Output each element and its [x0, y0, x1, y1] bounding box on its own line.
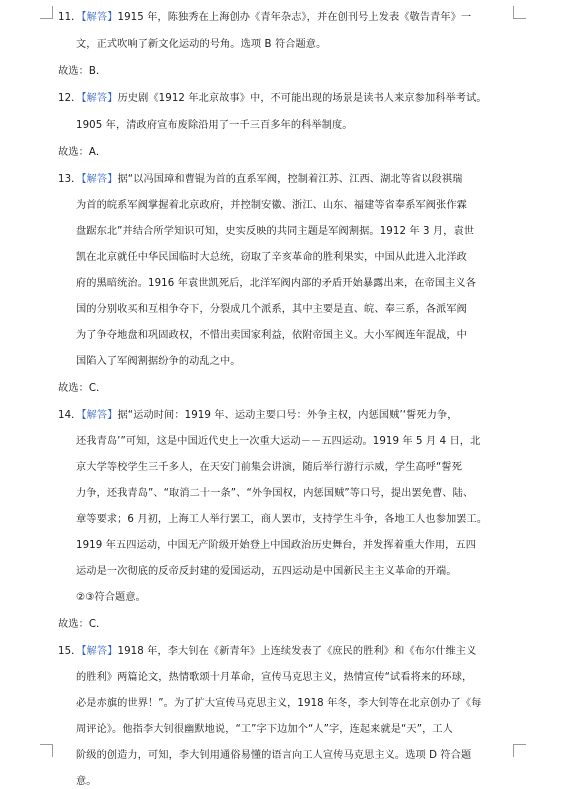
q14-line-4: 力争，还我青岛”、“取消二十一条”、“外争国权，内惩国贼”等口号，提出罢免曹、陆、 [76, 488, 474, 499]
q13-line-6: 国的分别收买和互相争夺下，分裂成几个派系，其中主要是直、皖、奉三系，各派军阀 [76, 304, 467, 315]
q13-line-4: 凯在北京就任中华民国临时大总统，窃取了辛亥革命的胜利果实，中国从此进入北洋政 [76, 252, 467, 263]
q11-line-2: 文，正式吹响了新文化运动的号角。选项 B 符合题意。 [76, 39, 327, 50]
q14-line-1: 14．【解答】据“运动时间：1919 年、运动主要口号：外争主权，内惩国贼’‘誓死力争， [58, 410, 458, 421]
q11-line-1: 11．【解答】1915 年，陈独秀在上海创办《青年杂志》，并在创刊号上发表《敬告青年》一 [58, 12, 472, 23]
q12-line-1: 12．【解答】历史剧《1912 年北京故事》中，不可能出现的场景是读书人来京参加科举考试。 [58, 93, 487, 104]
q13-line-3: 盘踞东北”并结合所学知识可知，史实反映的共同主题是军阀割据。1912 年 3 月，袁世 [76, 226, 475, 237]
q14-line-8: ②③符合题意。 [76, 592, 146, 603]
q14-line-6: 1919 年五四运动，中国无产阶级开始登上中国政治历史舞台，并发挥着重大作用，五四 [76, 540, 477, 551]
q13-line-2: 为首的皖系军阀掌握着北京政府，并控制安徽、浙江、山东、福建等省奉系军阀张作霖 [76, 200, 467, 211]
answer-tag: 【解答】 [81, 93, 118, 104]
crop-mark-bottom-left [40, 744, 53, 757]
q15-line-3: 必是赤旗的世界！”。为了扩大宣传马克思主义，1918 年冬，李大钊等在北京创办了《每 [76, 698, 482, 709]
q13-answer: 故选：C． [58, 383, 107, 394]
q11-answer: 故选：B． [58, 66, 107, 77]
crop-mark-top-right [513, 6, 526, 19]
q15-line-1: 15．【解答】1918 年，李大钊在《新青年》上连续发表了《庶民的胜利》和《布尔什维主义 [58, 646, 477, 657]
q13-line-8: 国陷入了军阀割据纷争的动乱之中。 [76, 356, 241, 367]
answer-content [58, 11, 508, 789]
q15-line-4: 周评论》。他指李大钊很幽默地说，“工”字下边加个“人”字，连起来就是“天”，工人 [76, 724, 453, 735]
q14-line-3: 京大学等校学生三千多人，在天安门前集会讲演，随后举行游行示威，学生高呼“誓死 [76, 462, 463, 473]
answer-tag: 【解答】 [81, 410, 118, 421]
q15-line-5: 阶级的创造力，可知，李大钊用通俗易懂的语言向工人宣传马克思主义。选项 D 符合题 [76, 750, 472, 761]
answer-tag: 【解答】 [81, 174, 118, 185]
crop-mark-bottom-right [513, 744, 526, 757]
q12-line-2: 1905 年，清政府宣布废除沿用了一千三百多年的科举制度。 [76, 120, 353, 131]
q13-line-7: 为了争夺地盘和巩固政权，不惜出卖国家利益，依附帝国主义。大小军阀连年混战，中 [76, 330, 467, 341]
crop-mark-top-left [40, 6, 53, 19]
answer-tag: 【解答】 [81, 12, 118, 23]
q14-line-2: 还我青岛’”可知，这是中国近代史上一次重大运动－－五四运动。1919 年 5 月 4 日，北 [76, 436, 481, 447]
q12-answer: 故选：A． [58, 147, 107, 158]
q14-line-7: 运动是一次彻底的反帝反封建的爱国运动，五四运动是中国新民主主义革命的开端。 [76, 566, 457, 577]
q15-line-6: 意。 [76, 776, 97, 787]
q15-line-2: 的胜利》两篇论文，热情歌颂十月革命，宣传马克思主义，热情宣传“试看将来的环球， [76, 672, 473, 683]
answer-tag: 【解答】 [81, 646, 118, 657]
q14-line-5: 章等要求；6 月初，上海工人举行罢工，商人罢市，支持学生斗争，各地工人也参加罢工。 [76, 514, 488, 525]
q14-answer: 故选：C． [58, 619, 107, 630]
q13-line-5: 府的黑暗统治。1916 年袁世凯死后，北洋军阀内部的矛盾开始暴露出来，在帝国主义各 [76, 278, 477, 289]
q13-line-1: 13．【解答】据“以冯国璋和曹锟为首的直系军阀，控制着江苏、江西、湖北等省以段祺瑞 [58, 174, 463, 185]
